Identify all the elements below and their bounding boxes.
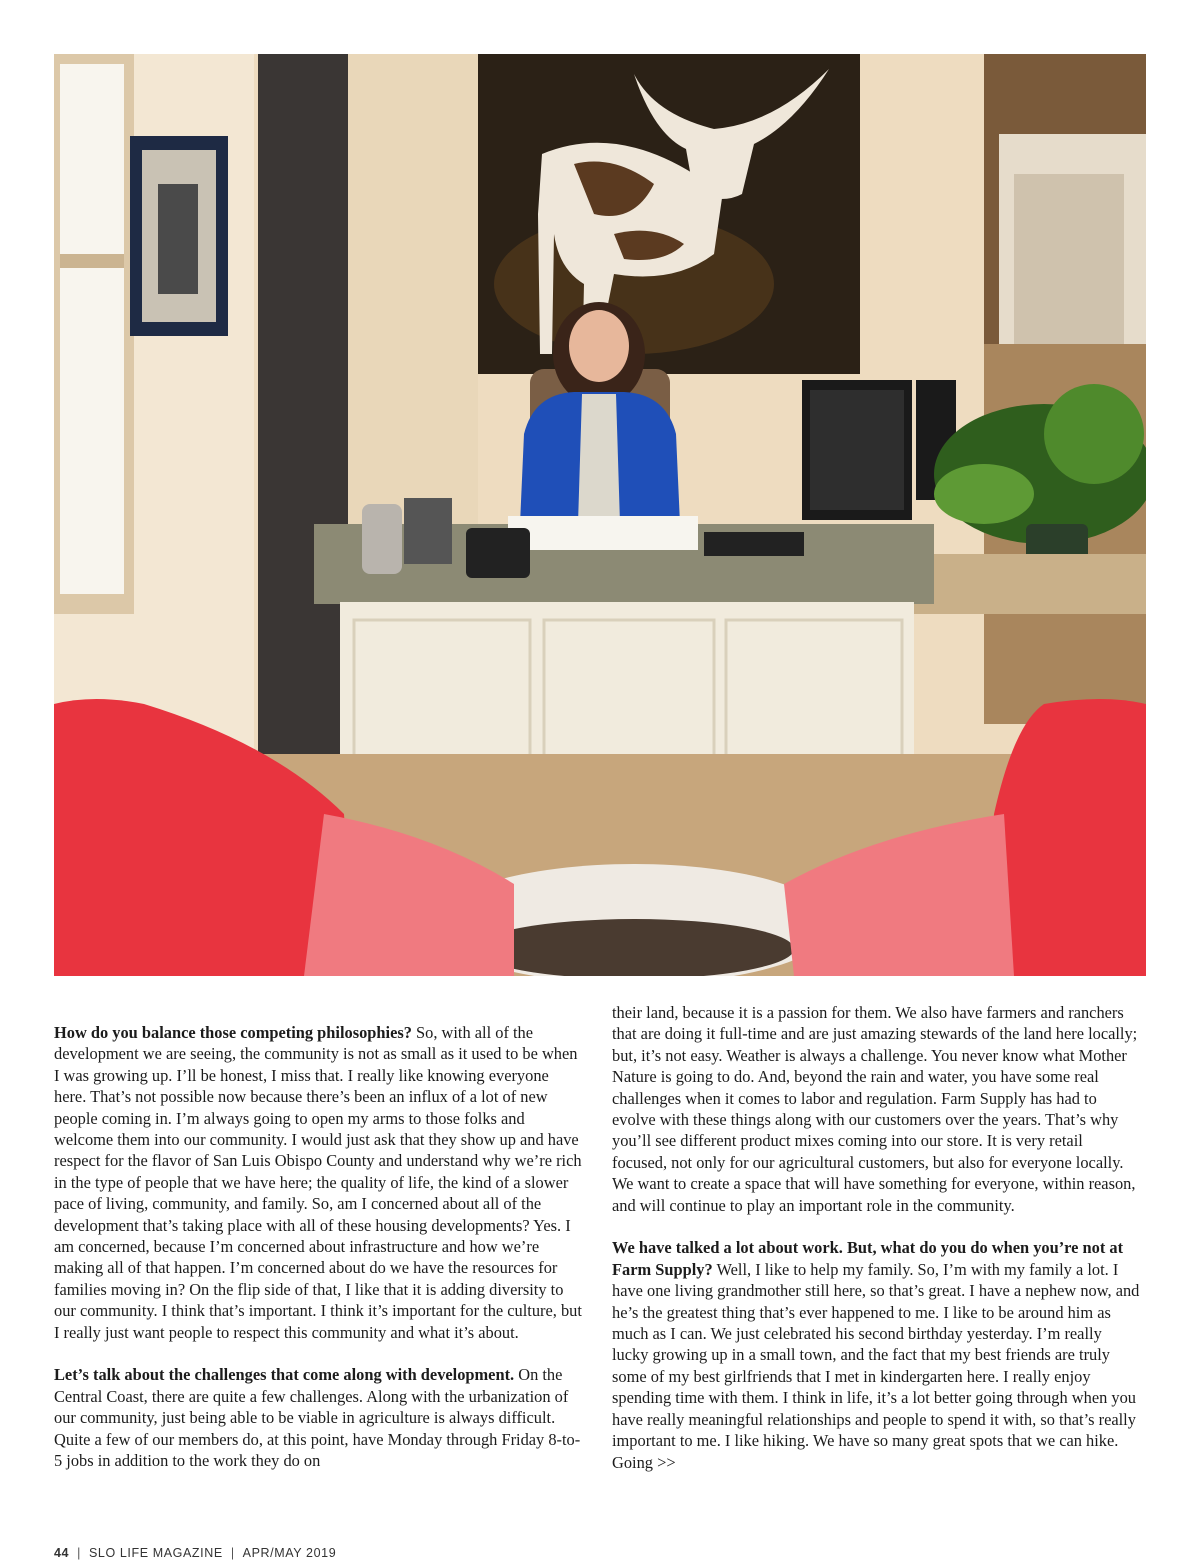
magazine-name: SLO LIFE MAGAZINE xyxy=(88,1546,223,1560)
qa-block-free-time xyxy=(612,1237,1140,1472)
qa-block-challenges xyxy=(54,1364,582,1471)
continued-marker: >> xyxy=(657,1452,676,1472)
article-column-left xyxy=(54,1022,582,1493)
answer-text: So, with all of the development we are seeing, the community is not as small as it used to be when I was growing up. I’ll be honest, I miss that. I really like knowing everyone here. That’s not possible now because there’s been an influx of a lot of new people coming in. I’m always going to open my arms to those folks and welcome them into our community. I would just ask that they show up and have respect for the flavor of San Luis Obispo County and understand why we’re rich in the type of people that we have here; the quality of life, the kind of a slower pace of living, community, and family. So, am I concerned about all of the development that’s taking place with all of these housing developments? Yes. I am concerned, because I’m concerned about infrastructure and how we’re making all of that happen. I’m concerned about do we have the resources for families moving in? On the flip side of that, I like that it is adding diversity to our community. I think that’s important. I think it’s important for the culture, but I really just want people to respect this community and what it’s about. xyxy=(54,1023,582,1342)
footer-separator: | xyxy=(230,1546,235,1560)
question-text: Let’s talk about the challenges that come along with development. xyxy=(54,1365,515,1385)
answer-text: On the Central Coast, there are quite a few challenges. Along with the urbanization of our community, just being able to be viable in agriculture is always difficult. Quite a few of our members do, at this point, have Monday through Friday 8-to-5 jobs in addition to the work they do on xyxy=(54,1365,581,1471)
qa-block-continued xyxy=(612,1002,1140,1216)
issue-date: APR/MAY 2019 xyxy=(242,1546,337,1560)
answer-text: their land, because it is a passion for them. We also have farmers and ranchers that are doing it full-time and are just amazing stewards of the land here locally; but, it’s not easy. Weather is always a challenge. You never know what Mother Nature is going to do. And, beyond the rain and water, you have some real challenges when it comes to labor and regulation. Farm Supply has had to evolve with these things along with our customers over the years. That’s why you’ll see different product mixes coming into our store. It is very retail focused, not only for our agricultural customers, but also for everyone locally. We want to create a space that will have something for everyone, within reason, and will continue to play an important role in the community. xyxy=(612,1003,1138,1215)
footer-separator: | xyxy=(77,1546,81,1560)
question-text: We have talked a lot about work. But, what do you do when you’re not at Farm Supply? xyxy=(612,1238,1124,1279)
question-text: How do you balance those competing philosophies? xyxy=(54,1023,412,1042)
article-column-right xyxy=(612,1002,1140,1494)
answer-text: Well, I like to help my family. So, I’m with my family a lot. I have one living grandmother still here, so that’s great. I have a nephew now, and he’s the greatest thing that’s ever happened to me. I like to be around him as much as I can. We just celebrated his second birthday yesterday. I’m really lucky growing up in a small town, and the fact that my best friends are truly some of my best girlfriends that I met in kindergarten here. I really enjoy spending time with them. I think in life, it’s a lot better going through when you have really meaningful relationships and people to spend it with, so that’s really important to me. I like hiking. We have so many great spots that we can hike. Going xyxy=(612,1259,1140,1472)
qa-block-balance xyxy=(54,1022,582,1343)
page-number: 44 xyxy=(54,1546,70,1560)
office-photo xyxy=(54,54,1146,976)
